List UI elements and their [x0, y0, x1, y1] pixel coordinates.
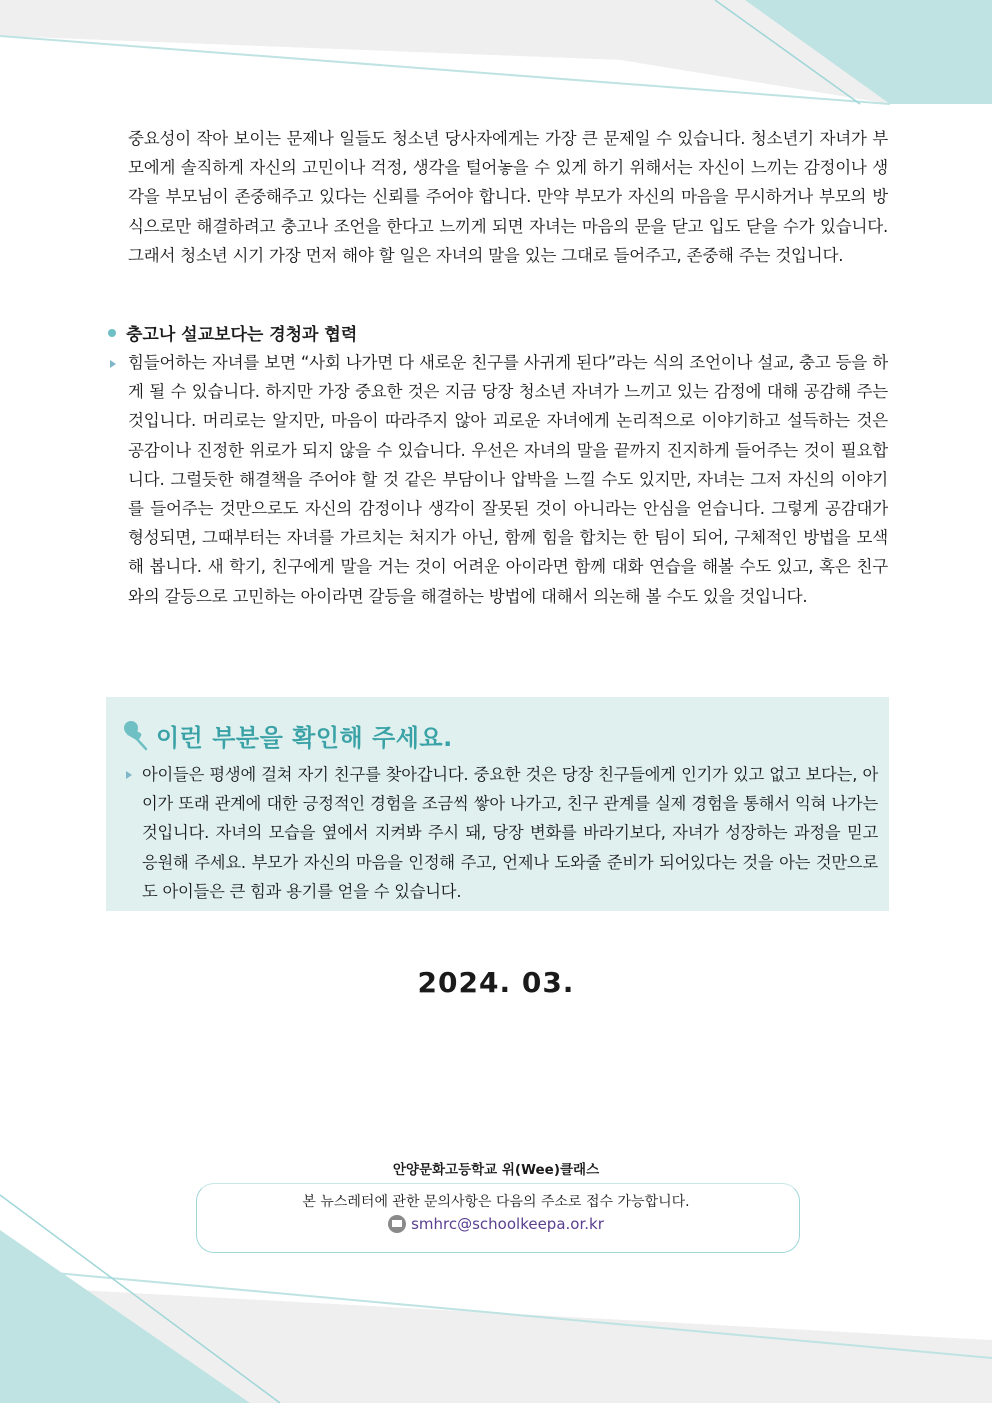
mail-icon	[388, 1215, 406, 1233]
tip-title: 이런 부분을 확인해 주세요.	[156, 724, 453, 752]
triangle-bullet-icon	[126, 771, 132, 779]
footer-org: 안양문화고등학교 위(Wee)클래스	[392, 1162, 600, 1178]
footer-email[interactable]: smhrc@schoolkeepa.or.kr	[411, 1215, 604, 1233]
bullet-dot-icon	[108, 329, 116, 337]
triangle-bullet-icon	[110, 360, 116, 368]
section-body: 힘들어하는 자녀를 보면 “사회 나가면 다 새로운 친구를 사귀게 된다”라는 식의 조언이나 설교, 충고 등을 하게 될 수 있습니다. 하지만 가장 중요한 것은 지금 당장 청소년 자녀가 느끼고 있는 감정에 대해 공감해 주는 것입니다. 머리로는 알지만, 마음이 따라주지 않아 괴로운 자녀에게 논리적으로 이야기하고 설득하는 것은 공감이나 진정한 위로가 되지 않을 수 있습니다. 우선은 자녀의 말을 끝까지 진지하게 들어주는 것이 필요합니다. 그럴듯한 해결책을 주어야 할 것 같은 부담이나 압박을 느낄 수도 있지만, 자녀는 그저 자신의 이야기를 들어주는 것만으로도 자신의 감정이나 생각이 잘못된 것이 아니라는 안심을 얻습니다. 그렇게 공감대가 형성되면, 그때부터는 자녀를 가르치는 처지가 아닌, 함께 힘을 합치는 한 팀이 되어, 구체적인 방법을 모색해 봅니다. 새 학기, 친구에게 말을 거는 것이 어려운 아이라면 함께 대화 연습을 해볼 수도 있고, 혹은 친구와의 갈등으로 고민하는 아이라면 갈등을 해결하는 방법에 대해서 의논해 볼 수도 있을 것입니다.	[128, 353, 888, 606]
intro-paragraph: 중요성이 작아 보이는 문제나 일들도 청소년 당사자에게는 가장 큰 문제일 수 있습니다. 청소년기 자녀가 부모에게 솔직하게 자신의 고민이나 걱정, 생각을 털어놓을 수 있게 하기 위해서는 자신이 느끼는 감정이나 생각을 부모님이 존중해주고 있다는 신뢰를 주어야 합니다. 만약 부모가 자신의 마음을 무시하거나 부모의 방식으로만 해결하려고 충고나 조언을 한다고 느끼게 되면 자녀는 마음의 문을 닫고 입도 닫을 수가 있습니다. 그래서 청소년 시기 가장 먼저 해야 할 일은 자녀의 말을 있는 그대로 들어주고, 존중해 주는 것입니다.	[128, 129, 888, 265]
footer-email-row	[0, 1215, 992, 1233]
section-title: 충고나 설교보다는 경청과 협력	[126, 325, 358, 345]
issue-date: 2024. 03.	[417, 966, 575, 999]
pushpin-icon	[118, 718, 152, 752]
tip-body: 아이들은 평생에 걸쳐 자기 친구를 찾아갑니다. 중요한 것은 당장 친구들에게 인기가 있고 없고 보다는, 아이가 또래 관계에 대한 긍정적인 경험을 조금씩 쌓아 나가고, 친구 관계를 실제 경험을 통해서 익혀 나가는 것입니다. 자녀의 모습을 옆에서 지켜봐 주시 돼, 당장 변화를 바라기보다, 자녀가 성장하는 과정을 믿고 응원해 주세요. 부모가 자신의 마음을 인정해 주고, 언제나 도와줄 준비가 되어있다는 것을 아는 것만으로도 아이들은 큰 힘과 용기를 얻을 수 있습니다.	[142, 765, 878, 901]
section-heading	[108, 320, 357, 345]
footer-note: 본 뉴스레터에 관한 문의사항은 다음의 주소로 접수 가능합니다.	[302, 1194, 690, 1210]
